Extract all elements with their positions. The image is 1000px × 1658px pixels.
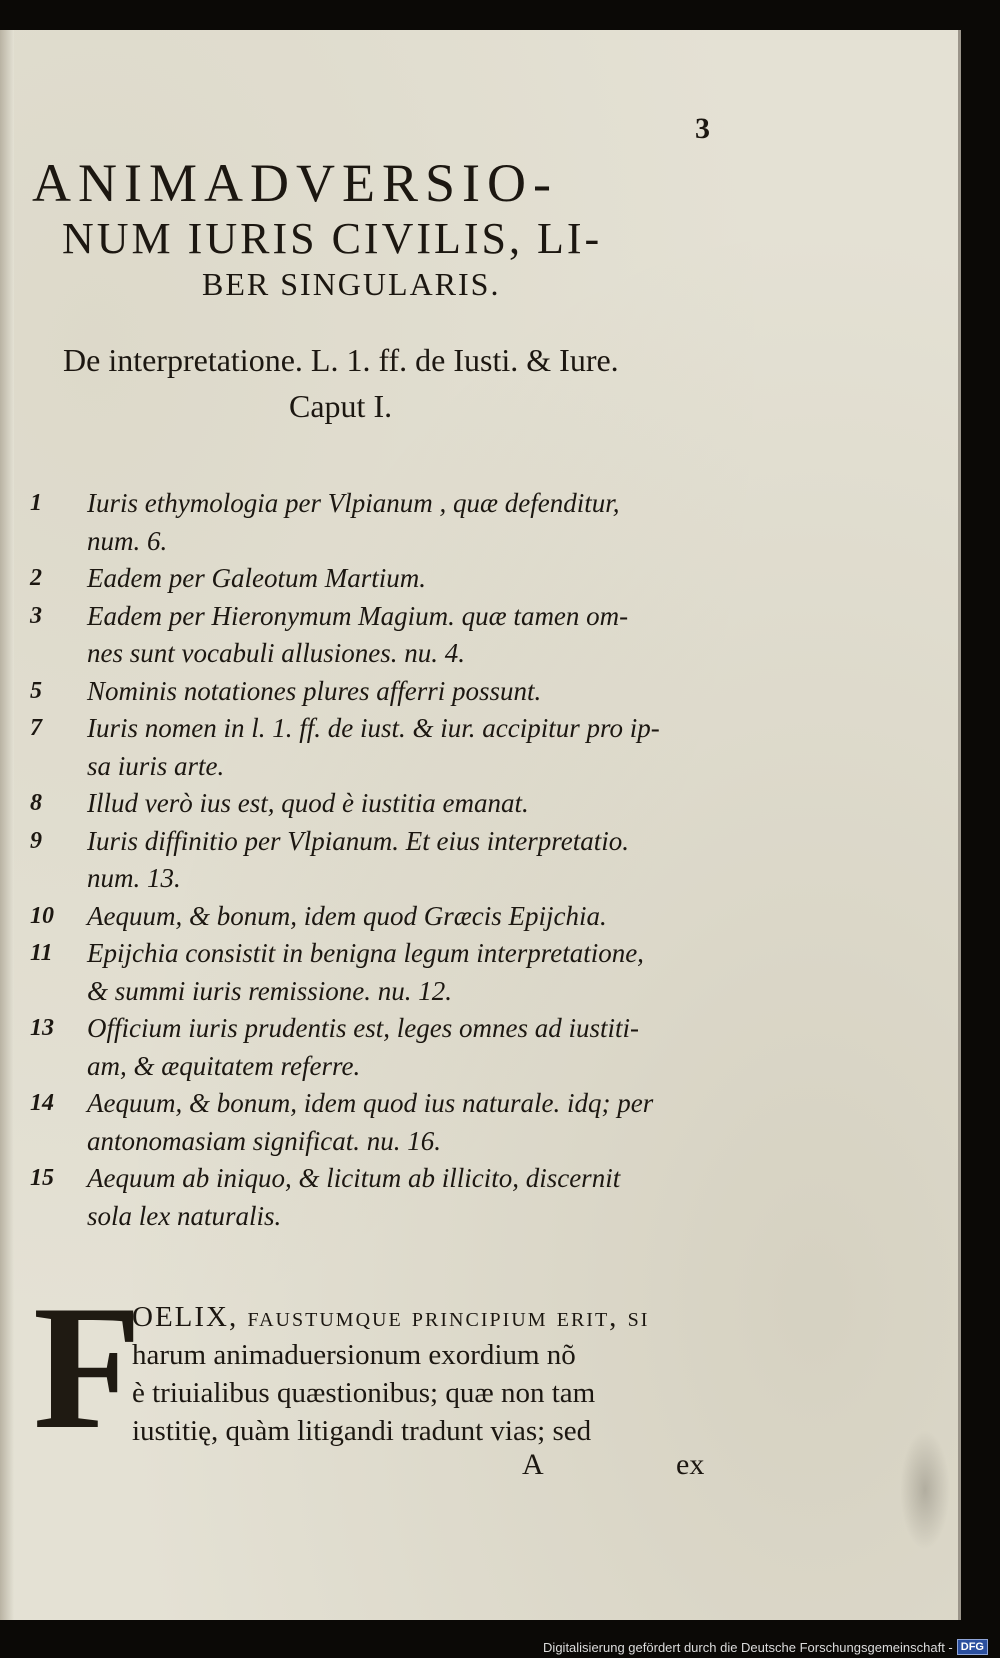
summary-text: Eadem per Hieronymum Magium. quæ tamen om- [87,600,629,631]
summary-number: 7 [30,715,42,741]
signature-mark: A [522,1448,544,1481]
summary-number: 3 [30,602,42,629]
summary-text-continued: nes sunt vocabuli allusiones. nu. 4. [87,638,465,668]
body-paragraph [132,1298,712,1450]
summary-number: 1 [30,490,42,516]
summary-number: 13 [30,1015,54,1041]
chapter-number: Caput I. [289,388,393,424]
title-line-2: NUM IURIS CIVILIS, LI- [62,214,603,263]
chapter-summary [30,485,730,1235]
summary-item [30,560,730,598]
summary-item [30,485,730,523]
page-number: 3 [695,112,710,145]
summary-item [30,1010,730,1048]
body-line: OELIX, faustumque principium erit, si [132,1301,650,1333]
title-line-1: ANIMADVERSIO- [32,153,558,213]
summary-text-continued: am, & æquitatem referre. [87,1050,361,1081]
summary-text-continued: & summi iuris remissione. nu. 12. [87,975,453,1006]
summary-number: 9 [30,827,42,854]
summary-text: Iuris ethymologia per Vlpianum , quæ defenditur, [87,488,620,518]
title-line-3: BER SINGULARIS. [202,266,501,302]
summary-item [30,898,730,936]
page-gutter [0,30,14,1620]
summary-item [30,935,730,973]
summary-text: Nominis notationes plures afferri possunt. [87,675,542,706]
body-line: iustitię, quàm litigandi tradunt vias; sed [132,1415,592,1447]
summary-text: Iuris diffinitio per Vlpianum. Et eius interpretatio. [87,825,629,856]
drop-capital: F [33,1268,142,1466]
summary-text: Illud verò ius est, quod è iustitia emanat. [87,788,529,818]
summary-text: Iuris nomen in l. 1. ff. de iust. & iur. accipitur pro ip- [87,713,660,743]
summary-text-continued: sa iuris arte. [87,750,225,781]
summary-text-continued: num. 13. [87,863,181,893]
summary-item [30,1085,730,1123]
summary-text: Eadem per Galeotum Martium. [87,563,426,593]
summary-text: Officium iuris prudentis est, leges omnes ad iustiti- [87,1013,639,1043]
summary-text-continued: sola lex naturalis. [87,1200,282,1231]
summary-item [30,598,730,636]
summary-item [30,710,730,748]
summary-text: Aequum, & bonum, idem quod Græcis Epijchia. [87,900,607,931]
paper-stain [900,1430,950,1550]
summary-number: 14 [30,1090,54,1116]
summary-text-continued: antonomasiam significat. nu. 16. [87,1125,442,1156]
chapter-heading: De interpretatione. L. 1. ff. de Iusti. & Iure. [63,342,619,378]
digitization-footer [543,1638,988,1656]
summary-number: 10 [30,902,54,929]
summary-number: 8 [30,790,42,816]
summary-text: Aequum ab iniquo, & licitum ab illicito, discernit [87,1163,621,1193]
catchword: ex [676,1448,705,1481]
summary-item [30,1160,730,1198]
summary-text-continued: num. 6. [87,525,168,556]
summary-number: 5 [30,677,42,704]
dfg-logo: DFG [957,1639,988,1655]
summary-text: Epijchia consistit in benigna legum interpretatione, [87,938,644,968]
body-line: è triuialibus quæstionibus; quæ non tam [132,1377,596,1409]
funding-credit: Digitalisierung gefördert durch die Deutsche Forschungsgemeinschaft - [543,1639,953,1655]
summary-item [30,673,730,711]
summary-number: 2 [30,565,42,591]
book-page [0,30,961,1620]
summary-item [30,785,730,823]
body-line: harum animaduersionum exordium nõ [132,1339,576,1371]
summary-number: 15 [30,1165,54,1191]
summary-number: 11 [30,940,53,966]
summary-text: Aequum, & bonum, idem quod ius naturale. idq; per [87,1088,654,1118]
summary-item [30,823,730,861]
